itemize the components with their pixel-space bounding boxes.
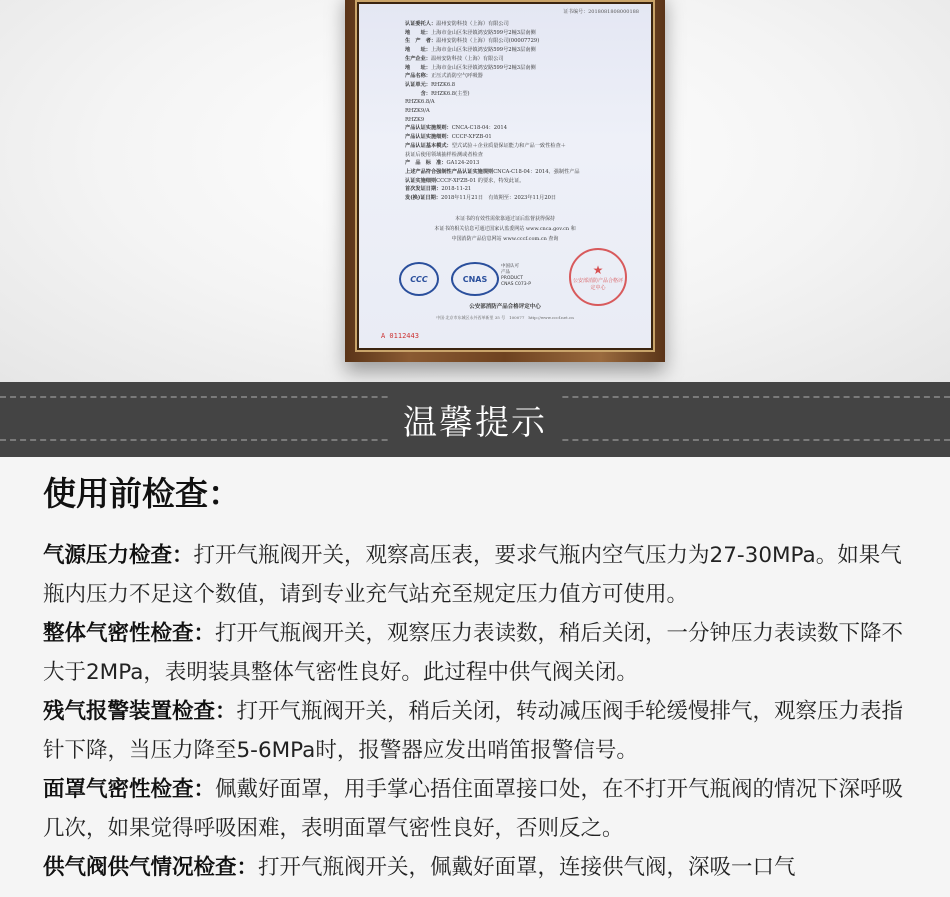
certificate-line bbox=[405, 107, 625, 116]
certificate-line-value: 上海市金山区朱泾镇鸿安路599号2幢3层南侧 bbox=[430, 64, 536, 71]
certificate-line-value: CCCF-XFZB-01 bbox=[451, 134, 492, 141]
banner-title-text: 温馨提示 bbox=[389, 395, 561, 444]
banner-title bbox=[0, 382, 950, 457]
tip-paragraph bbox=[43, 848, 913, 887]
certificate-line bbox=[405, 46, 625, 55]
certificate-line-label: 产品认证实施细则： bbox=[405, 134, 452, 141]
certificate-line bbox=[405, 133, 625, 142]
certificate-line-label: 认证单元： bbox=[405, 81, 431, 88]
certificate-line-value: 型式试验＋企业质量保证能力和产品一致性检查＋ bbox=[451, 142, 566, 149]
cnas-logo-icon: CNAS bbox=[451, 262, 499, 296]
seal-text: 公安部消防产品合格评定中心 bbox=[572, 278, 623, 291]
certificate-line bbox=[405, 142, 625, 151]
certificate-line bbox=[405, 185, 625, 194]
cnas-text-line: CNAS C073-P bbox=[501, 282, 531, 287]
certificate-line-value: RHZK9/A bbox=[405, 108, 430, 115]
certificate-line bbox=[405, 194, 625, 203]
certificate-line bbox=[405, 72, 625, 81]
certificate-line-label: 地 址： bbox=[405, 47, 431, 54]
tip-label: 面罩气密性检查： bbox=[43, 777, 216, 802]
certificate-line-value: 温州安防科技（上海）有限公司 bbox=[436, 21, 509, 27]
seal-star-icon: ★ bbox=[592, 263, 604, 277]
certificate-line-label: 地 址： bbox=[405, 64, 431, 71]
certificate-line-label: 上述产品符合强制性产品认证实施规则 bbox=[405, 168, 494, 175]
certificate-line-value: RHZK6.8 bbox=[430, 81, 456, 88]
certificate-line bbox=[405, 98, 625, 107]
certificate-line-label: 含： bbox=[405, 90, 431, 97]
certificate-line bbox=[405, 168, 625, 177]
tips-banner bbox=[0, 382, 950, 457]
validity-notice: 本证书的有效性需依靠通过证后监督获得保持 bbox=[454, 216, 555, 222]
red-seal-stamp bbox=[569, 248, 627, 306]
certificate-line bbox=[405, 151, 625, 160]
certificate-line-label: 产 品 标 准： bbox=[405, 160, 447, 167]
certificate-line-value: GA124-2013 bbox=[446, 160, 480, 167]
tip-text: 佩戴好面罩，用手掌心捂住面罩接口处，在不打开气瓶阀的情况下深呼吸几次，如果觉得呼吸困难，表明面罩气密性良好，否则反之。 bbox=[43, 777, 904, 841]
info-line-2: 中国消防产品信息网站 www.cccf.com.cn 查询 bbox=[451, 236, 559, 242]
certificate-line-label: 认证实施细则 bbox=[405, 177, 437, 184]
certificate-line-label: 地 址： bbox=[405, 29, 431, 36]
cnas-text-line: 产品 bbox=[501, 270, 510, 275]
tip-paragraph bbox=[43, 536, 913, 614]
certificate-line-value: 2018年11月21日 有效期至：2023年11月20日 bbox=[441, 195, 557, 202]
ccc-logo-icon: CCC bbox=[399, 262, 439, 296]
certificate-lines bbox=[405, 20, 625, 203]
certificate-line-value: 上海市金山区朱泾镇鸿安路599号2幢3层南侧 bbox=[430, 29, 536, 36]
tip-text: 打开气瓶阀开关，稍后关闭，转动减压阀手轮缓慢排气，观察压力表指针下降，当压力降至5-6MPa时，报警器应发出哨笛报警信号。 bbox=[43, 699, 904, 763]
certificate-line bbox=[405, 177, 625, 186]
tip-text: 打开气瓶阀开关，观察高压表，要求气瓶内空气压力为27-30MPa。如果气瓶内压力不足这个数值，请到专业充气站充至规定压力值方可使用。 bbox=[43, 543, 902, 607]
certificate-line-value: 2018-11-21 bbox=[441, 186, 472, 193]
certificate-line bbox=[405, 37, 625, 46]
issuer-address: 中国·北京市东城区永外西革新里 35 号 100077 http://www.cccf.net.cn bbox=[436, 315, 574, 320]
certificate-line bbox=[405, 55, 625, 64]
tip-label: 残气报警装置检查： bbox=[43, 699, 237, 724]
certificate-line bbox=[405, 124, 625, 133]
certificate-line-value: 温州安防科技（上海）有限公司 bbox=[430, 55, 504, 62]
info-line-1: 本证书的相关信息可通过国家认监委网站 www.cnca.gov.cn 和 bbox=[434, 226, 576, 232]
certificate-serial: A 0112443 bbox=[381, 332, 419, 340]
cnas-text bbox=[501, 264, 531, 288]
certificate-photo bbox=[0, 0, 950, 382]
certificate-line-value: CNCA-C18-04：2014、强制性产品 bbox=[493, 168, 580, 175]
picture-frame bbox=[345, 0, 665, 362]
certificate-line-value: CNCA-C18-04：2014 bbox=[451, 125, 507, 132]
certificate-line-label: 产品认证实施规则： bbox=[405, 125, 452, 132]
certificate-line bbox=[405, 64, 625, 73]
certificate-line-label: 认证委托人： bbox=[405, 21, 437, 27]
cnas-text-line: 中国认可 bbox=[501, 264, 519, 269]
certificate-line-label: 产品名称： bbox=[405, 73, 431, 80]
certificate-line-value: CCCF-XFZB-01 的要求，特发此证。 bbox=[436, 177, 525, 184]
certificate-line bbox=[405, 116, 625, 125]
certificate-line bbox=[405, 159, 625, 168]
cnas-text-line: PRODUCT bbox=[501, 276, 524, 281]
certificate-line-label: 生产企业： bbox=[405, 55, 431, 62]
certificate-number: 证书编号：2018081808000188 bbox=[563, 9, 639, 15]
certificate-line-value: RHZK6.8(主型) bbox=[430, 90, 470, 97]
certificate-line bbox=[405, 90, 625, 99]
certificate-line-label: 首次发证日期： bbox=[405, 186, 442, 193]
tip-paragraph bbox=[43, 692, 913, 770]
tip-text: 打开气瓶阀开关，佩戴好面罩，连接供气阀，深吸一口气 bbox=[258, 855, 796, 880]
section-heading: 使用前检查： bbox=[43, 474, 241, 513]
certificate-line-value: 温州安防科技（上海）有限公司(00007729) bbox=[436, 38, 540, 45]
certificate-line-value: 上海市金山区朱泾镇鸿安路599号2幢3层南侧 bbox=[430, 47, 536, 54]
tips-content bbox=[43, 468, 913, 887]
certificate-line-label: 生 产 者： bbox=[405, 38, 437, 45]
certificate-line bbox=[405, 81, 625, 90]
tip-label: 整体气密性检查： bbox=[43, 621, 216, 646]
certificate-line bbox=[405, 20, 625, 29]
tip-paragraph bbox=[43, 770, 913, 848]
certificate-document bbox=[359, 4, 651, 348]
certificate-line bbox=[405, 29, 625, 38]
certificate-line-label: 发(换)证日期： bbox=[405, 195, 442, 202]
certificate-line-value: 正压式消防空气呼吸器 bbox=[430, 73, 483, 80]
certificate-line-value: RHZK9 bbox=[405, 116, 425, 123]
tip-label: 气源压力检查： bbox=[43, 543, 194, 568]
tip-paragraph bbox=[43, 614, 913, 692]
certificate-line-label: 产品认证基本模式： bbox=[405, 142, 452, 149]
certificate-line-value: RHZK6.8/A bbox=[405, 99, 435, 106]
certificate-line-value: 获证后使用领域抽样检测或者检查 bbox=[405, 151, 483, 158]
tip-text: 打开气瓶阀开关，观察压力表读数，稍后关闭，一分钟压力表读数下降不大于2MPa，表明装具整体气密性良好。此过程中供气阀关闭。 bbox=[43, 621, 904, 685]
tip-label: 供气阀供气情况检查： bbox=[43, 855, 259, 880]
issuer: 公安部消防产品合格评定中心 bbox=[469, 304, 541, 310]
